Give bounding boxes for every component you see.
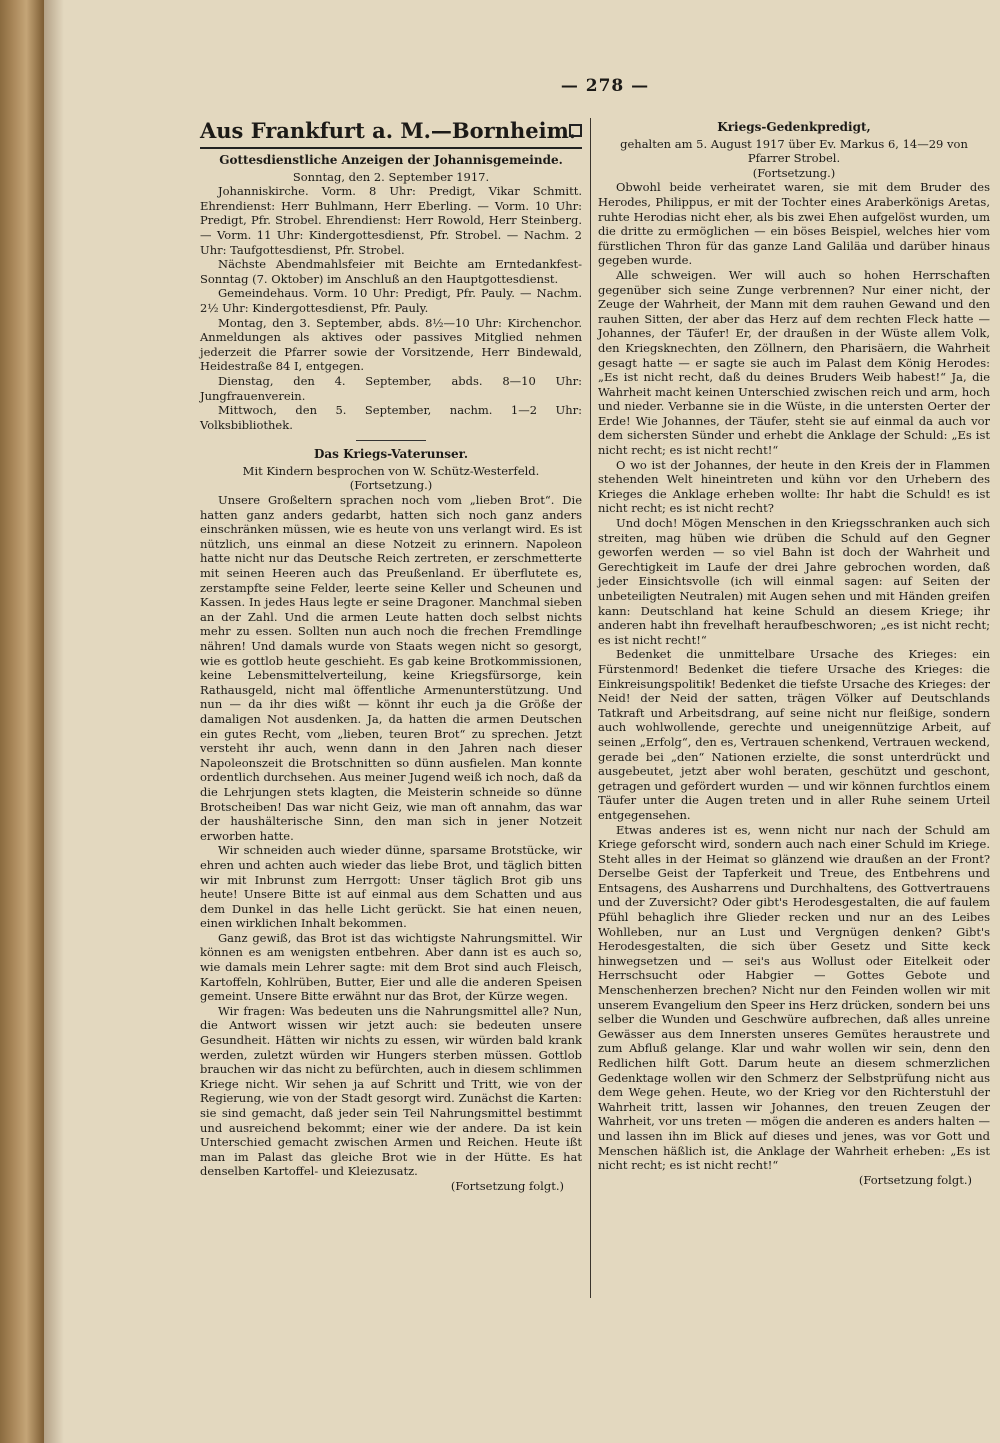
- sermon-title: Kriegs-Gedenkpredigt,: [717, 120, 871, 134]
- article-byline: Mit Kindern besprochen von W. Schütz-Westerfeld.: [242, 463, 540, 478]
- sermon-subtitle: gehalten am 5. August 1917 über Ev. Markus 6, 14—29 von Pfarrer Strobel.: [620, 136, 968, 166]
- notice-paragraph: Mittwoch, den 5. September, nachm. 1—2 Uhr: Volksbibliothek.: [200, 403, 582, 432]
- article-continued: (Fortsetzung.): [349, 478, 433, 493]
- notice-heading: Gottesdienstliche Anzeigen der Johannisgemeinde.: [219, 153, 563, 167]
- article-paragraph: Unsere Großeltern sprachen noch vom „lieben Brot“. Die hatten ganz anders gedarbt, hatten sich noch ganz anders einschränken müssen, wie es heute von uns verlangt wird. Es ist nützlich, uns einmal an diese Notzeit zu erinnern. Napoleon hatte nicht nur das Deutsche Reich zertreten, er zerschmetterte mit seinen Heeren auch das Preußenland. Er überflutete es, zerstampfte seine Felder, leerte seine Keller und Scheunen und Kassen. In jedes Haus legte er seine Dragoner. Manchmal sieben an der Zahl. Und die armen Leute hatten doch selbst nichts mehr zu essen. Sollten nun auch noch die frechen Fremdlinge nähren! Und damals wurde von Staats wegen nicht so gesorgt, wie es gottlob heute geschieht. Es gab keine Brotkommissionen, keine Lebensmittelverteilung, keine Kriegsfürsorge, kein Rathausgeld, nicht mal öffentliche Armenunterstützung. Und nun — da ihr dies wißt — könnt ihr euch ja die Größe der damaligen Not ausdenken. Ja, da hatten die armen Deutschen ein gutes Recht, vom „lieben, teuren Brot“ zu sprechen. Jetzt versteht ihr auch, wenn dann in den Jahren nach dieser Napoleonszeit die Brotschnitten so dünn ausfielen. Man konnte ordentlich durchsehen. Aus meiner Jugend weiß ich noch, daß da die Lehrjungen stets klagten, die Meisterin schneide so dünne Brotscheiben! Das war nicht Geiz, wie man oft annahm, das war der haushälterische Sinn, den man sich in jener Notzeit erworben hatte.: [200, 493, 582, 843]
- article-paragraph: Wir schneiden auch wieder dünne, sparsame Brotstücke, wir ehren und achten auch wieder das liebe Brot, und täglich bitten wir mit Inbrunst zum Herrgott: Unser täglich Brot gib uns heute! Unsere Bitte ist auf einmal aus dem Schatten und aus dem Dunkel in das helle Licht gerückt. Sie hat einen neuen, einen wirklichen Inhalt bekommen.: [200, 843, 582, 931]
- notice-paragraph: Montag, den 3. September, abds. 8½—10 Uhr: Kirchenchor. Anmeldungen als aktives oder passives Mitglied nehmen jederzeit die Pfarrer sowie der Vorsitzende, Herr Bindewald, Heidestraße 84 I, entgegen.: [200, 315, 582, 374]
- page-gutter-shadow: [44, 0, 64, 1443]
- sermon-continued: (Fortsetzung.): [752, 165, 836, 180]
- notice-paragraph: Dienstag, den 4. September, abds. 8—10 Uhr: Jungfrauenverein.: [200, 373, 582, 403]
- sermon-paragraph: Bedenket die unmittelbare Ursache des Krieges: ein Fürstenmord! Bedenket die tiefere Ursache des Krieges: die Einkreisungspolitik! Bedenket die tiefste Ursache des Krieges: der Neid! der Neid der satten, trägen Völker auf Deutschlands Tatkraft und Arbeitsdrang, auf seine nicht nur fleißige, sondern auch wohlwollende, gerechte und uneigennützige Arbeit, auf seinen „Erfolg“, den es, Vertrauen schenkend, Vertrauen weckend, gerade bei „den“ Nationen erzielte, die sonst unterdrückt und ausgebeutet, jetzt aber wohl beraten, geschützt und geschont, getragen und gefördert wurden — und wir können furchtlos einem Täufer unter die Augen treten und in aller Ruhe seinem Urteil entgegensehen.: [598, 647, 990, 822]
- article-paragraph: Wir fragen: Was bedeuten uns die Nahrungsmittel alle? Nun, die Antwort wissen wir jetzt auch: sie bedeuten unsere Gesundheit. Hätten wir nichts zu essen, wir würden bald krank werden, zuletzt würden wir Hungers sterben müssen. Gottlob brauchen wir das nicht zu befürchten, auch in diesem schlimmen Kriege nicht. Wir sehen ja auf Schritt und Tritt, wie von der Regierung, wie von der Stadt gesorgt wird. Zunächst die Karten: sie sind gemacht, daß jeder sein Teil Nahrungsmittel bestimmt und ausreichend bekommt; einer wie der andere. Da ist kein Unterschied gemacht zwischen Armen und Reichen. Heute ißt man im Palast das gleiche Brot wie in der Hütte. Es hat denselben Kartoffel- und Kleiezusatz.: [200, 1003, 582, 1179]
- right-column: [598, 118, 990, 1187]
- notice-paragraph: Nächste Abendmahlsfeier mit Beichte am Erntedankfest-Sonntag (7. Oktober) im Anschluß an den Hauptgottesdienst.: [200, 257, 582, 286]
- sermon-paragraph: Und doch! Mögen Menschen in den Kriegsschranken auch sich streiten, mag hüben wie drüben die Schuld auf den Gegner geworfen werden — so viel Bahn ist doch der Wahrheit und Gerechtigkeit im Laufe der drei Jahre gebrochen worden, daß jeder Einsichtsvolle (ich will einmal sagen: auf Seiten der unbeteiligten Neutralen) mit Augen sehen und mit Händen greifen kann: Deutschland hat keine Schuld an diesem Kriege; ihr anderen habt ihn frevelhaft heraufbeschworen; „es ist nicht recht; es ist nicht recht!“: [598, 516, 990, 647]
- sermon-paragraph: Alle schweigen. Wer will auch so hohen Herrschaften gegenüber sich seine Zunge verbrennen? Nur einer nicht, der Zeuge der Wahrheit, der Mann mit dem rauhen Gewand und den rauhen Sitten, der aber das Herz auf dem rechten Fleck hatte — Johannes, der Täufer! Er, der draußen in der Wüste allem Volk, den Kriegsknechten, den Zöllnern, den Pharisäern, die Wahrheit gesagt hatte — er sagte sie auch im Palast dem König Herodes: „Es ist nicht recht, daß du deines Bruders Weib habest!“ Ja, die Wahrheit macht keinen Unterschied zwischen reich und arm, hoch und nieder. Verbanne sie in die Wüste, in die untersten Oerter der Erde! Wie Johannes, der Täufer, steht sie auf einmal da auch vor dem sichersten Sünder und erhebt die Anklage der Schuld: „Es ist nicht recht; es ist nicht recht!“: [598, 267, 990, 458]
- notice-paragraph: Johanniskirche. Vorm. 8 Uhr: Predigt, Vikar Schmitt. Ehrendienst: Herr Buhlmann, Herr Eberling. — Vorm. 10 Uhr: Predigt, Pfr. Strobel. Ehrendienst: Herr Rowold, Herr Steinberg. — Vorm. 11 Uhr: Kindergottesdienst, Pfr. Strobel. — Nachm. 2 Uhr: Taufgottesdienst, Pfr. Strobel.: [200, 184, 582, 257]
- article-paragraph: Ganz gewiß, das Brot ist das wichtigste Nahrungsmittel. Wir können es am wenigsten entbehren. Aber dann ist es auch so, wie damals mein Lehrer sagte: mit dem Brot sind auch Fleisch, Kartoffeln, Kohlrüben, Butter, Eier und alle die anderen Speisen gemeint. Unsere Bitte erwähnt nur das Brot, der Kürze wegen.: [200, 930, 582, 1004]
- masthead-square-icon: [569, 124, 582, 137]
- left-column: [200, 118, 582, 1194]
- book-spine: [0, 0, 44, 1443]
- notice-paragraph: Gemeindehaus. Vorm. 10 Uhr: Predigt, Pfr. Pauly. — Nachm. 2½ Uhr: Kindergottesdienst, Pfr. Pauly.: [200, 286, 582, 315]
- column-divider: [590, 118, 591, 1298]
- page-number: — 278 —: [560, 76, 650, 96]
- notice-date: Sonntag, den 2. September 1917.: [292, 169, 490, 184]
- separator-rule: [356, 440, 426, 441]
- sermon-paragraph: Obwohl beide verheiratet waren, sie mit dem Bruder des Herodes, Philippus, er mit der Tochter eines Araberkönigs Aretas, ruhte Herodias nicht eher, als bis zwei Ehen aufgelöst wurden, um die dritte zu ermöglichen — ein böses Beispiel, welches hier vom fürstlichen Thron für das ganze Land Galiläa und darüber hinaus gegeben wurde.: [598, 180, 990, 268]
- masthead-title: Aus Frankfurt a. M.—Bornheim.: [200, 118, 577, 143]
- article-end-note: (Fortsetzung folgt.): [450, 1178, 564, 1193]
- sermon-paragraph: Etwas anderes ist es, wenn nicht nur nach der Schuld am Kriege geforscht wird, sondern auch nach einer Schuld im Kriege. Steht alles in der Heimat so glänzend wie draußen an der Front? Derselbe Geist der Tapferkeit und Treue, des Entbehrens und Entsagens, des Ausharrens und Durchhaltens, des Gottvertrauens und der Zuversicht? Oder gibt's Herodesgestalten, die auf faulem Pfühl behaglich ihre Glieder recken und nur an des Leibes Wohlleben, nur an Lust und Vergnügen denken? Gibt's Herodesgestalten, die sich über Gesetz und Sitte keck hinwegsetzen und — sei's aus Wollust oder Eitelkeit oder Herrschsucht oder Habgier — Gottes Gebote und Menschenherzen brechen? Nicht nur den Feinden wollen wir mit unserem Evangelium den Speer ins Herz drücken, sondern bei uns selber die Wunden und Geschwüre aufbrechen, daß alles unreine Gewässer aus dem Innersten unseres Gemütes heraustrete und zum Abfluß gelange. Klar und wahr wollen wir sein, denn den Redlichen hilft Gott. Darum heute an diesem schmerzlichen Gedenktage wollen wir den Schmerz der Selbstprüfung nicht aus dem Wege gehen. Heute, wo der Krieg vor den Richterstuhl der Wahrheit tritt, lassen wir Johannes, den treuen Zeugen der Wahrheit, vor uns treten — mögen die anderen es anders halten — und lassen ihn im Blick auf dieses und jenes, was vor Gott und Menschen häßlich ist, die Anklage der Wahrheit erheben: „Es ist nicht recht; es ist nicht recht!“: [598, 822, 990, 1173]
- article-title: Das Kriegs-Vaterunser.: [313, 447, 469, 462]
- sermon-end-note: (Fortsetzung folgt.): [858, 1172, 972, 1187]
- sermon-paragraph: O wo ist der Johannes, der heute in den Kreis der in Flammen stehenden Welt hineintreten und kühn vor den Urhebern des Krieges die Anklage erheben wollte: Ihr habt die Schuld! es ist nicht recht; es ist nicht recht?: [598, 457, 990, 516]
- section-masthead: [200, 118, 582, 149]
